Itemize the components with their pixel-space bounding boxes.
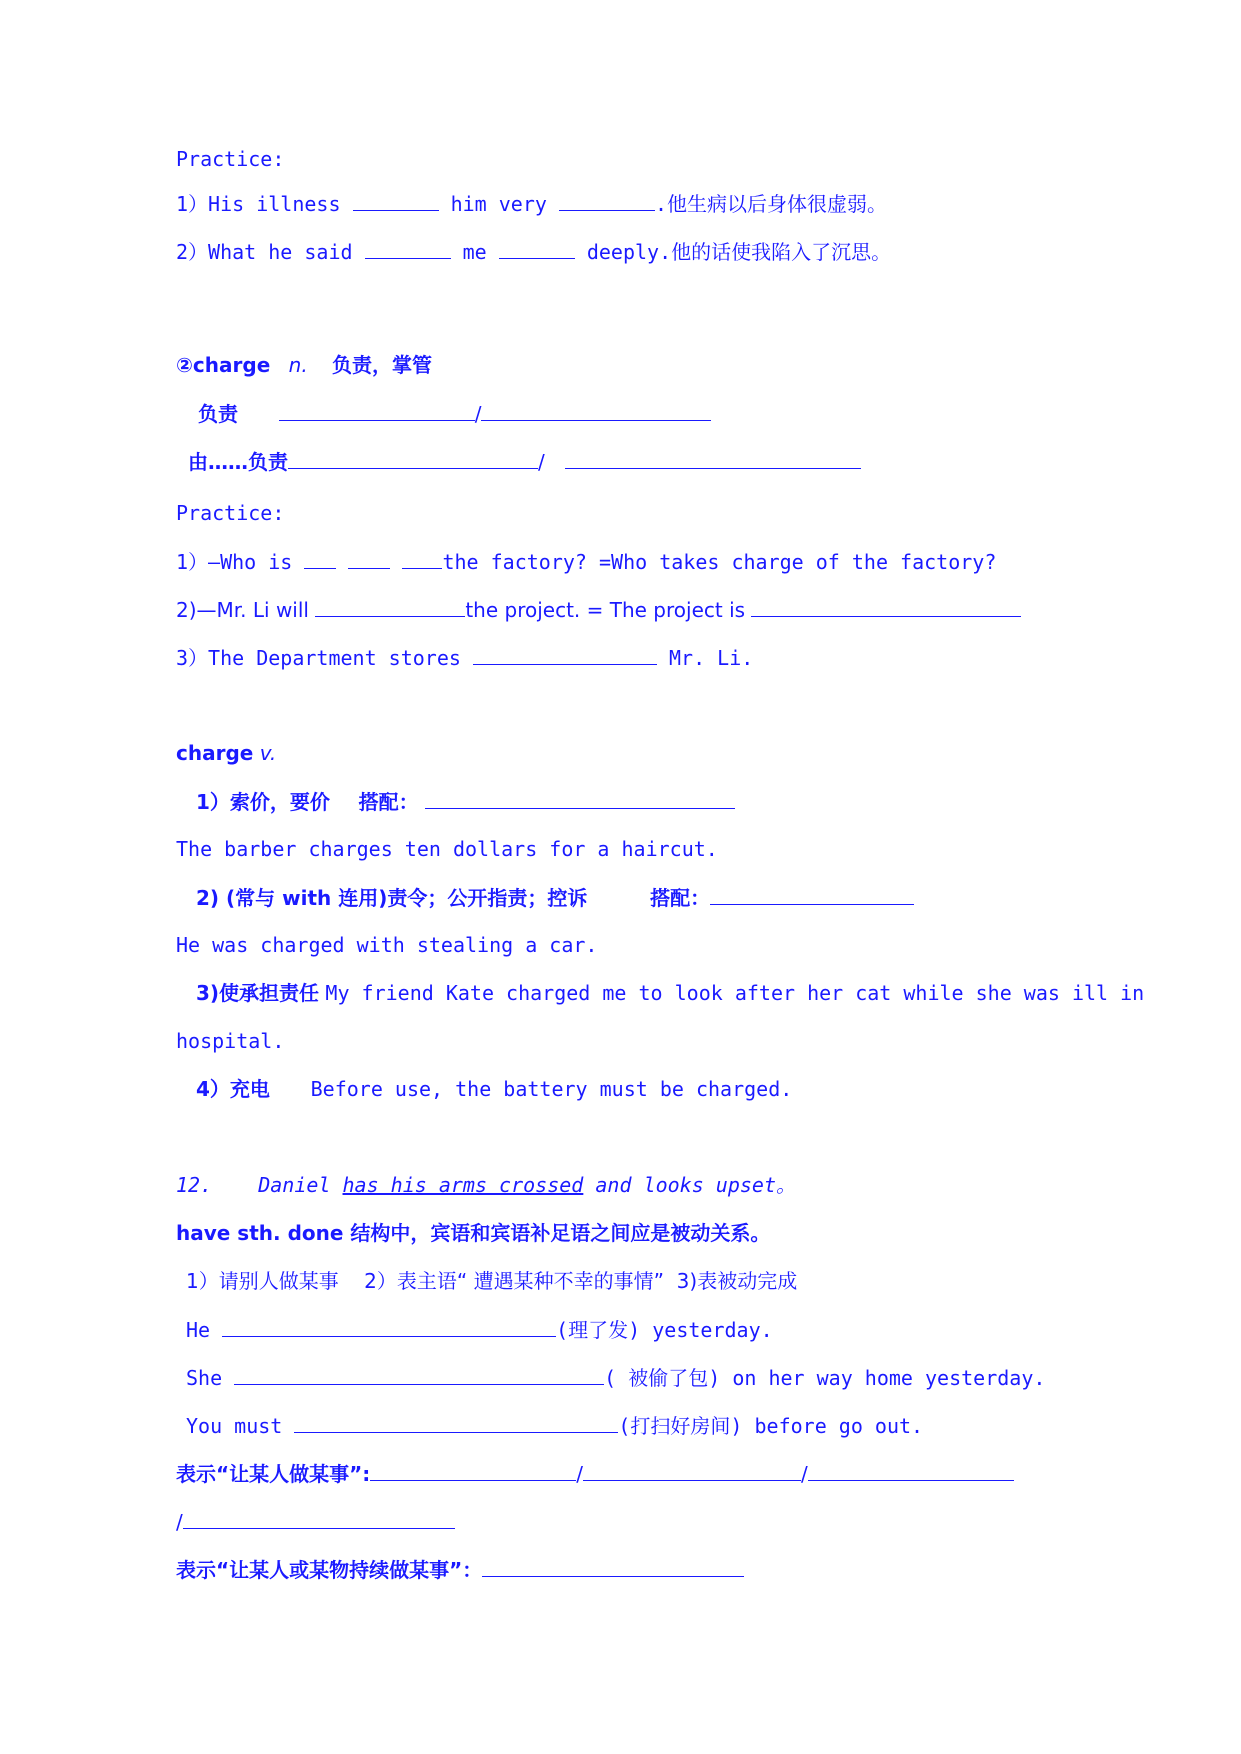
sentence-text: She [186, 1366, 223, 1390]
word-meaning: 负责，掌管 [332, 353, 433, 377]
question-text: me [462, 240, 487, 264]
answer-blank[interactable] [315, 596, 465, 617]
example-sentence-continued: hospital. [176, 1029, 285, 1053]
example-sentence: My friend Kate charged me to look after her cat while she was ill in [325, 981, 1145, 1005]
answer-blank[interactable] [481, 400, 711, 421]
sentence-text: ( 被偷了包) on her way home yesterday. [604, 1366, 1046, 1390]
sense-2 [196, 884, 914, 911]
collocation-label: 搭配： [358, 790, 419, 814]
question-text: 1）—Who is [176, 550, 293, 574]
answer-blank[interactable] [559, 190, 655, 211]
sentence-text: You must [186, 1414, 283, 1438]
exercise-2 [186, 1364, 1045, 1391]
collocation-label: 搭配： [650, 886, 711, 910]
grammar-rule: have sth. done 结构中，宾语和宾语补足语之间应是被动关系。 [176, 1221, 771, 1245]
answer-blank[interactable] [294, 1412, 618, 1433]
question-text: him very [450, 192, 547, 216]
question-text: 2)—Mr. Li will [176, 598, 309, 622]
example-sentence: The barber charges ten dollars for a haircut. [176, 837, 718, 861]
usage-list: 1）请别人做某事 2）表主语“ 遭遇某种不幸的事情” 3)表被动完成 [186, 1269, 798, 1293]
example-sentence: Before use, the battery must be charged. [310, 1077, 793, 1101]
sense-label: 4）充电 [196, 1077, 270, 1101]
practice-heading: Practice: [176, 147, 285, 171]
practice-question-2 [176, 596, 1021, 623]
answer-blank[interactable] [234, 1364, 604, 1385]
part-of-speech: v. [259, 741, 277, 765]
let-someone-do-row [176, 1460, 1014, 1487]
sentence-text: Daniel [258, 1173, 331, 1197]
sentence-text: (打扫好房间) before go out. [618, 1414, 924, 1438]
charge-noun-row-2 [188, 448, 861, 475]
answer-blank[interactable] [288, 448, 538, 469]
keep-doing-row [176, 1556, 744, 1583]
answer-blank[interactable] [365, 238, 451, 259]
sense-label: 3)使承担责任 [196, 981, 320, 1005]
word-title: ②charge [176, 353, 271, 377]
word-title: charge [176, 741, 254, 765]
question-text: the project. = The project is [465, 598, 746, 622]
slash: / [576, 1462, 584, 1486]
answer-blank[interactable] [499, 238, 575, 259]
question-text: Mr. Li. [669, 646, 754, 670]
answer-blank[interactable] [304, 548, 336, 569]
row-label: 负责 [198, 402, 238, 426]
answer-blank[interactable] [751, 596, 1021, 617]
exercise-3 [186, 1412, 923, 1439]
row-label: 由……负责 [188, 450, 288, 474]
practice-question-3 [176, 644, 753, 671]
sentence-text: (理了发) yesterday. [556, 1318, 773, 1342]
slash: / [538, 450, 545, 474]
question-text: His illness [208, 192, 341, 216]
sense-4 [196, 1076, 792, 1102]
answer-blank[interactable] [353, 190, 439, 211]
question-text: 3）The Department stores [176, 646, 461, 670]
slash: / [801, 1462, 808, 1486]
practice-question-1 [176, 548, 996, 575]
practice-question-2 [176, 238, 891, 265]
answer-blank[interactable] [583, 1460, 801, 1481]
row-label: 表示“让某人做某事”: [176, 1462, 371, 1486]
sense-label: 1）索价，要价 [196, 790, 330, 814]
question-number: 1） [176, 192, 209, 216]
slash: / [176, 1510, 183, 1534]
sense-1 [196, 788, 735, 815]
question-text: deeply.他的话使我陷入了沉思。 [586, 240, 892, 264]
sense-3 [196, 980, 1144, 1006]
answer-blank[interactable] [279, 400, 475, 421]
answer-blank[interactable] [222, 1316, 556, 1337]
answer-blank[interactable] [402, 548, 442, 569]
practice-question-1 [176, 190, 887, 217]
sentence-text: He [186, 1318, 211, 1342]
let-someone-do-row-continued [176, 1508, 455, 1535]
answer-blank[interactable] [565, 448, 861, 469]
question-text: .他生病以后身体很虚弱。 [654, 192, 888, 216]
answer-blank[interactable] [473, 644, 657, 665]
slash: / [474, 402, 482, 426]
answer-blank[interactable] [348, 548, 390, 569]
part-of-speech: n. [288, 353, 308, 377]
charge-noun-row-1 [198, 400, 711, 427]
exercise-1 [186, 1316, 773, 1343]
sentence-text: and looks upset。 [595, 1173, 797, 1197]
sense-label: 2) (常与 with 连用)责令；公开指责；控诉 [196, 886, 588, 910]
answer-blank[interactable] [183, 1508, 455, 1529]
highlighted-phrase: has his arms crossed [342, 1173, 584, 1197]
question-text: the factory? =Who takes charge of the factory? [442, 550, 997, 574]
example-sentence: He was charged with stealing a car. [176, 933, 598, 957]
charge-verb-heading [176, 740, 276, 766]
answer-blank[interactable] [710, 884, 914, 905]
charge-noun-heading [176, 352, 432, 378]
answer-blank[interactable] [425, 788, 735, 809]
question-number: 2） [176, 240, 209, 264]
answer-blank[interactable] [370, 1460, 576, 1481]
answer-blank[interactable] [808, 1460, 1014, 1481]
question-text: What he said [208, 240, 353, 264]
row-label: 表示“让某人或某物持续做某事”： [176, 1558, 483, 1582]
answer-blank[interactable] [482, 1556, 744, 1577]
practice-heading: Practice: [176, 501, 285, 525]
section-12-heading [176, 1172, 796, 1198]
section-number: 12. [176, 1173, 213, 1197]
